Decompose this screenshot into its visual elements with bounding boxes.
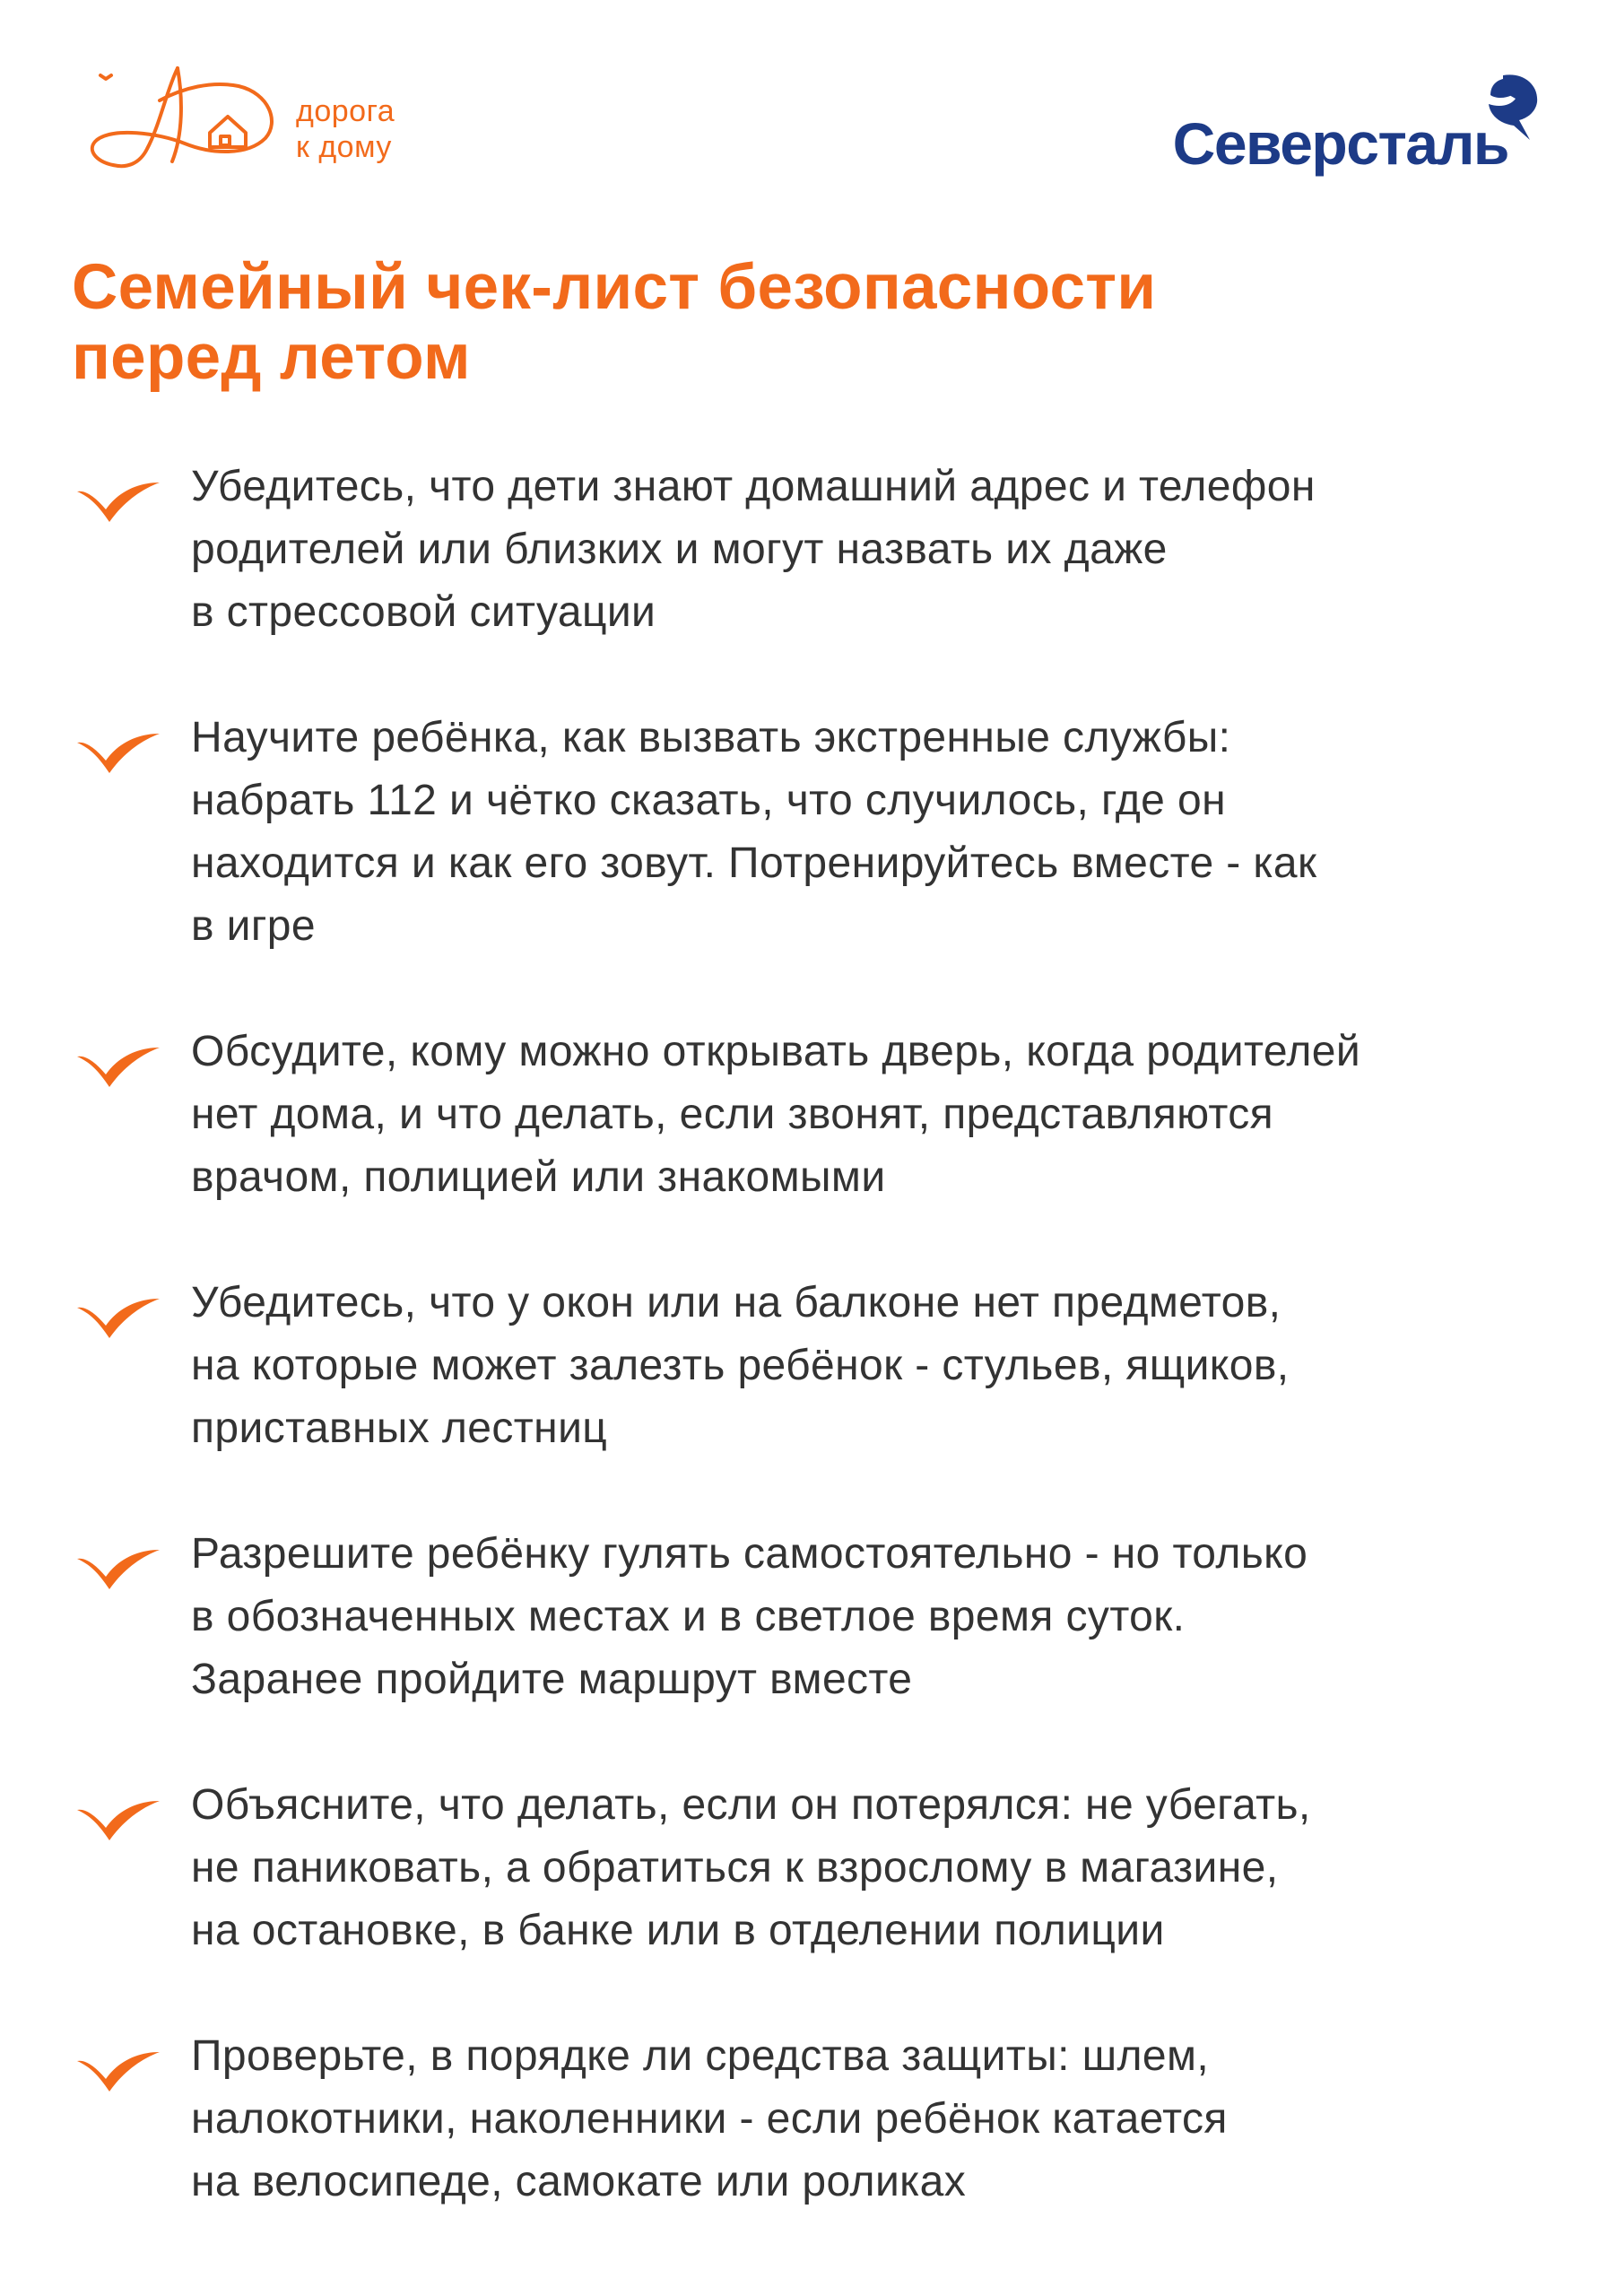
page-title: Семейный чек-лист безопасности перед летом: [72, 252, 1157, 393]
checklist-item-text: Объясните, что делать, если он потерялся: не убегать, не паниковать, а обратиться к взрослому в магазине, на остановке, в банке или в отделении полиции: [191, 1781, 1311, 1954]
orange-check-icon: [75, 2043, 161, 2093]
orange-check-icon: [75, 1039, 161, 1089]
brand-left-line2: к дому: [296, 130, 392, 164]
checklist-item-text: Убедитесь, что дети знают домашний адрес и телефон родителей или близких и могут назвать их даже в стрессовой ситуации: [191, 463, 1316, 636]
severstal-wordmark: Северсталь: [1172, 110, 1508, 177]
orange-check-icon: [75, 725, 161, 775]
checklist-item-text: Убедитесь, что у окон или на балконе нет предметов, на которые может залезть ребёнок - стульев, ящиков, приставных лестниц: [191, 1279, 1290, 1452]
orange-check-icon: [75, 474, 161, 524]
orange-check-icon: [75, 1290, 161, 1340]
brand-left-line1: дорога: [296, 94, 395, 128]
orange-check-icon: [75, 1541, 161, 1591]
checklist-item-text: Обсудите, кому можно открывать дверь, когда родителей нет дома, и что делать, если звонят, представляются врачом, полицией или знакомыми: [191, 1028, 1361, 1201]
checklist-item-text: Разрешите ребёнку гулять самостоятельно - но только в обозначенных местах и в светлое время суток. Заранее пройдите маршрут вместе: [191, 1530, 1308, 1703]
checklist-item-text: Научите ребёнка, как вызвать экстренные службы: набрать 112 и чётко сказать, что случилось, где он находится и как его зовут. Потренируйтесь вместе - как в игре: [191, 714, 1317, 950]
checklist-item-text: Проверьте, в порядке ли средства защиты: шлем, налокотники, наколенники - если ребёнок катается на велосипеде, самокате или роликах: [191, 2032, 1228, 2205]
orange-check-icon: [75, 1792, 161, 1842]
